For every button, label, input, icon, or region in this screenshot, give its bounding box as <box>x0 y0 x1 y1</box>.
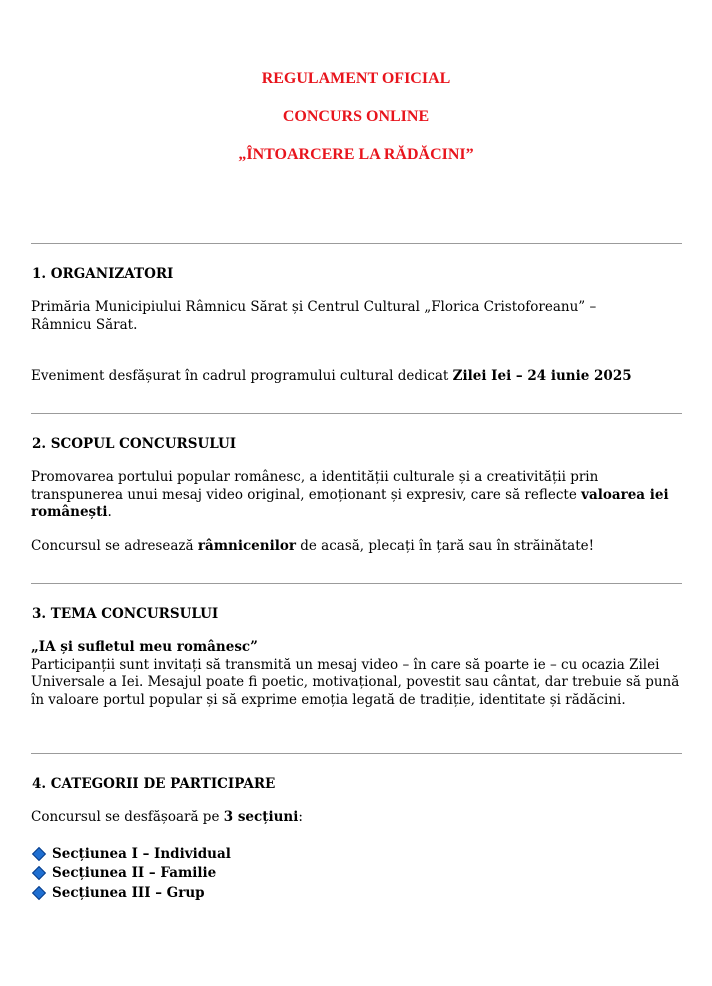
diamond-bullet-icon <box>32 866 46 880</box>
list-item-sectiunea-2 <box>31 864 216 882</box>
audience-text: Concursul se adresează <box>31 538 198 554</box>
diamond-bullet-icon <box>32 847 46 861</box>
purpose-text: Promovarea portului popular românesc, a identității culturale și a creativității prin transpunerea unui mesaj video original, emoționant și expresiv, care să reflecte <box>31 469 599 503</box>
section-heading-scopul: 2. SCOPUL CONCURSULUI <box>32 436 237 452</box>
purpose-paragraph <box>31 469 683 522</box>
divider-rule <box>31 243 682 244</box>
categories-intro <box>31 809 683 827</box>
categories-intro-text: Concursul se desfășoară pe <box>31 809 224 825</box>
list-item-label: Secțiunea III – Grup <box>52 885 205 901</box>
organizer-line: Primăria Municipiului Râmnicu Sărat și Centrul Cultural „Florica Cristoforeanu” – <box>31 299 597 315</box>
section-heading-organizatori: 1. ORGANIZATORI <box>32 266 174 282</box>
list-item-label: Secțiunea II – Familie <box>52 865 217 881</box>
event-text: Eveniment desfășurat în cadrul programului cultural dedicat <box>31 368 453 384</box>
purpose-end: . <box>107 504 112 520</box>
categories-intro-end: : <box>298 809 303 825</box>
section-heading-categorii: 4. CATEGORII DE PARTICIPARE <box>32 776 276 792</box>
divider-rule <box>31 413 682 414</box>
list-item-sectiunea-3 <box>31 884 205 902</box>
section-heading-tema: 3. TEMA CONCURSULUI <box>32 606 219 622</box>
organizer-paragraph <box>31 299 683 334</box>
categories-count: 3 secțiuni <box>223 809 299 825</box>
document-title <box>0 68 712 182</box>
audience-text-end: de acasă, plecați în țară sau în străinătate! <box>295 538 595 554</box>
title-line-contest-name: „ÎNTOARCERE LA RĂDĂCINI” <box>238 146 474 163</box>
divider-rule <box>31 753 682 754</box>
theme-text: Participanții sunt invitați să transmită un mesaj video – în care să poarte ie – cu ocazia Zilei Universale a Iei. Mesajul poate fi poetic, motivațional, povestit sau cântat, dar trebuie să pună în valoare portul popular și să exprime emoția legată de tradiție, identitate și rădăcini. <box>31 656 680 708</box>
title-line-concurs: CONCURS ONLINE <box>282 108 430 125</box>
title-line-regulament: REGULAMENT OFICIAL <box>261 70 451 87</box>
divider-rule <box>31 583 682 584</box>
theme-title: „IA și sufletul meu românesc” <box>31 639 258 655</box>
organizer-line: Râmnicu Sărat. <box>31 316 138 333</box>
list-item-sectiunea-1 <box>31 845 231 863</box>
audience-emphasis: râmnicenilor <box>197 538 296 554</box>
audience-paragraph <box>31 538 683 556</box>
event-paragraph <box>31 368 683 386</box>
diamond-bullet-icon <box>32 886 46 900</box>
purpose-emphasis: valoarea iei românești <box>31 486 669 520</box>
theme-paragraph <box>31 639 683 709</box>
list-item-label: Secțiunea I – Individual <box>52 846 231 862</box>
event-date: Zilei Iei – 24 iunie 2025 <box>452 368 632 384</box>
